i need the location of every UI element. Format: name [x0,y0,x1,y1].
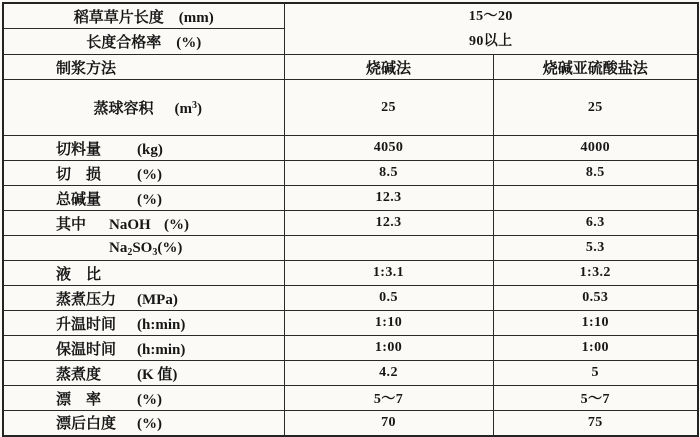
label-unit: (%) [157,239,183,256]
label-unit [175,101,203,117]
heating-time-label [3,311,284,336]
label-subscript: 3 [152,246,158,258]
label-chemical: SO [132,239,153,256]
bleach-ratio-label [3,386,284,411]
method-soda-sulfite-header: 烧碱亚硫酸盐法 [493,55,698,80]
value-cell: 25 [284,80,493,136]
label-subscript: 2 [127,246,133,258]
label-name: 液 比 [56,266,102,283]
holding-time-label [3,336,284,361]
row-digester-volume [3,80,698,136]
row-cooking-pressure [3,286,698,311]
label-name: 蒸煮压力 [56,291,117,308]
row-bleach-ratio [3,386,698,411]
label-name: 保温时间 [56,341,117,358]
label-unit: (kg) [137,141,163,158]
row-liquor-ratio [3,261,698,286]
row-total-alkali [3,186,698,211]
label-unit: (%) [164,216,189,233]
label-chemical: NaOH [109,216,151,233]
value-cell: 25 [493,80,698,136]
chip-length-value: 15～20 [468,9,513,24]
value-cell: 1:00 [493,336,698,361]
label-name: 切 损 [56,166,102,183]
value-cell: 4.2 [284,361,493,386]
label-name: 升温时间 [56,316,117,333]
naoh-share-label [3,211,284,236]
label-name: 其中 [56,216,87,233]
value-cell [493,186,698,211]
row-straw-chip-length [3,3,698,29]
row-chip-loss [3,161,698,186]
value-cell: 5～7 [493,386,698,411]
label-name: 蒸煮度 [56,366,102,383]
cooking-degree-label [3,361,284,386]
label-unit: (h:min) [137,316,186,333]
value-cell: 0.53 [493,286,698,311]
na2so3-share-label [3,236,284,261]
value-cell: 4000 [493,136,698,161]
value-cell: 1:3.2 [493,261,698,286]
label-unit: (h:min) [137,341,186,358]
value-cell: 8.5 [284,161,493,186]
label-name: 漂后白度 [56,416,117,433]
label-unit: (K 值) [137,366,178,383]
row-na2so3-share [3,236,698,261]
row-heating-time [3,311,698,336]
method-caustic-soda-header: 烧碱法 [284,55,493,80]
digester-volume-label [3,80,284,136]
length-pass-rate-value: 90以上 [468,34,513,49]
label-name: 切料量 [56,141,102,158]
label-unit: (MPa) [137,291,178,308]
chip-charge-label [3,136,284,161]
label-unit: (%) [137,391,162,408]
cooking-pressure-label [3,286,284,311]
post-bleach-brightness-label [3,411,284,436]
row-post-bleach-brightness [3,411,698,436]
pulping-method-text: 制浆方法 [56,60,117,77]
total-alkali-label [3,186,284,211]
label-unit: (%) [137,166,162,183]
chip-loss-label [3,161,284,186]
value-cell: 4050 [284,136,493,161]
value-cell: 12.3 [284,186,493,211]
unit-superscript: 3 [192,100,197,111]
value-cell: 12.3 [284,211,493,236]
unit-pre: (m [174,101,192,117]
value-cell: 5.3 [493,236,698,261]
unit-post: ) [197,101,202,117]
row-pulping-method [3,55,698,80]
value-cell: 6.3 [493,211,698,236]
value-cell [284,236,493,261]
label-name: 蒸球容积 [93,101,154,117]
row-cooking-degree [3,361,698,386]
value-cell: 0.5 [284,286,493,311]
value-cell: 75 [493,411,698,436]
value-cell: 70 [284,411,493,436]
value-cell: 8.5 [493,161,698,186]
value-cell: 5 [493,361,698,386]
straw-chip-length-label: 稻草草片长度 (mm) [3,3,284,29]
value-cell: 1:10 [284,311,493,336]
label-name: 总碱量 [56,191,102,208]
label-name: 漂 率 [56,391,102,408]
label-chemical: Na [109,239,128,256]
value-cell: 5～7 [284,386,493,411]
liquor-ratio-label [3,261,284,286]
value-cell: 1:3.1 [284,261,493,286]
length-pass-rate-label: 长度合格率 (%) [3,29,284,55]
top-merged-values-cell [284,3,698,55]
value-cell: 1:10 [493,311,698,336]
value-cell: 1:00 [284,336,493,361]
pulping-method-label [3,55,284,80]
row-chip-charge [3,136,698,161]
label-unit: (%) [137,416,162,433]
label-unit: (%) [137,191,162,208]
row-holding-time [3,336,698,361]
straw-pulping-parameters-table [2,2,699,437]
row-naoh-share [3,211,698,236]
